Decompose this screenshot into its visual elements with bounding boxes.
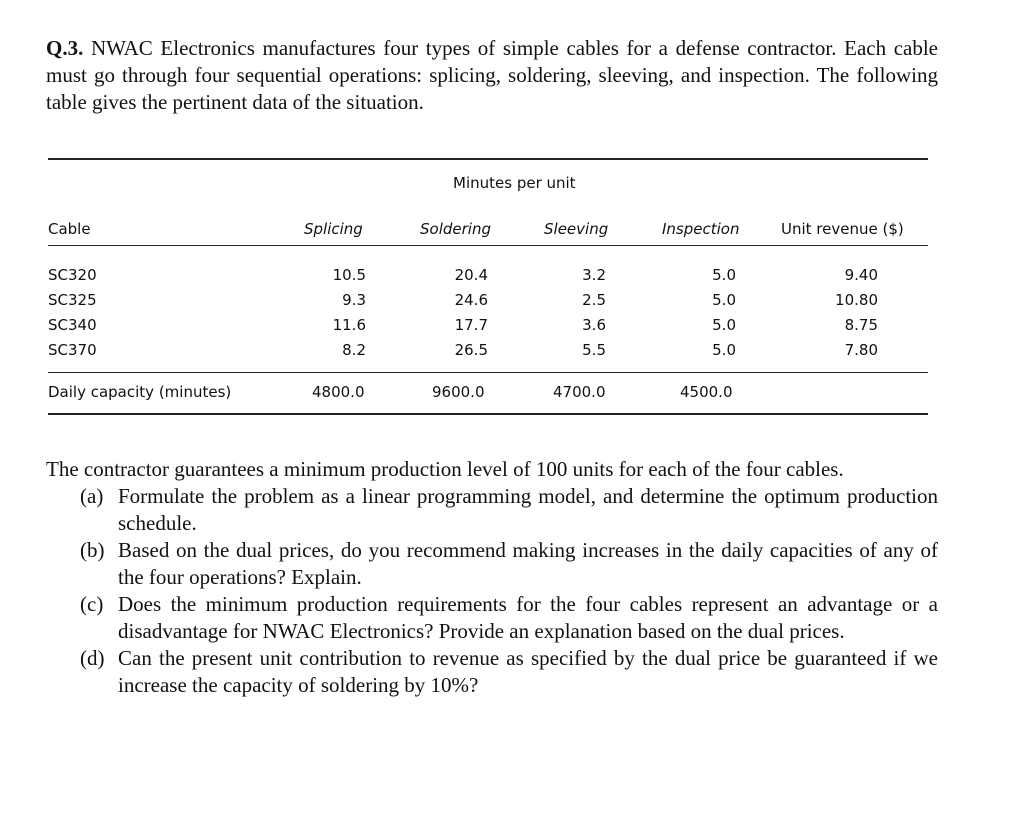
part-a [46,483,938,537]
part-a-label: (a) [80,484,104,508]
row-sc340-revenue: 8.75 [844,316,878,334]
minutes-per-unit-header: Minutes per unit [453,174,576,192]
part-c-text: Does the minimum production requirements for the four cables represent an advantage or a disadvantage for NWAC Electronics? Provide an explanation based on the dual prices. [118,592,938,643]
col-header-cable: Cable [48,220,91,238]
row-sc325-revenue: 10.80 [835,291,878,309]
part-a-text: Formulate the problem as a linear programming model, and determine the optimum production schedule. [118,484,938,535]
col-header-sleeving: Sleeving [544,220,609,238]
row-sc320-cable: SC320 [48,266,97,284]
row-sc325-inspection: 5.0 [712,291,736,309]
row-sc340-splicing: 11.6 [332,316,366,334]
question-number: Q.3. [46,36,84,60]
row-sc340-sleeving: 3.6 [582,316,606,334]
part-c-label: (c) [80,592,104,616]
data-table [48,158,928,418]
row-sc370-inspection: 5.0 [712,341,736,359]
col-header-soldering: Soldering [420,220,491,238]
row-sc320-splicing: 10.5 [332,266,366,284]
row-sc325-soldering: 24.6 [454,291,488,309]
capacity-soldering: 9600.0 [432,383,485,401]
table-bottom-rule [48,413,928,415]
row-sc370-cable: SC370 [48,341,97,359]
capacity-sleeving: 4700.0 [553,383,606,401]
question-intro [46,35,938,116]
guarantee-text: The contractor guarantees a minimum production level of 100 units for each of the four cables. [46,457,844,481]
row-sc370-sleeving: 5.5 [582,341,606,359]
row-sc340-inspection: 5.0 [712,316,736,334]
question-intro-text: NWAC Electronics manufactures four types of simple cables for a defense contractor. Each cable must go through four sequential operations: splicing, soldering, sleeving, and inspection. The following table gives the pertinent data of the situation. [46,36,939,114]
row-sc325-sleeving: 2.5 [582,291,606,309]
row-sc370-revenue: 7.80 [844,341,878,359]
part-d [46,645,938,699]
row-sc325-splicing: 9.3 [342,291,366,309]
question-parts [46,456,938,699]
part-d-text: Can the present unit contribution to revenue as specified by the dual price be guaranteed if we increase the capacity of soldering by 10%? [118,646,938,697]
capacity-inspection: 4500.0 [680,383,733,401]
table-top-rule [48,158,928,160]
part-b [46,537,938,591]
row-sc340-soldering: 17.7 [454,316,488,334]
col-header-inspection: Inspection [662,220,740,238]
row-sc340-cable: SC340 [48,316,97,334]
row-sc320-revenue: 9.40 [844,266,878,284]
col-header-splicing: Splicing [304,220,363,238]
row-sc325-cable: SC325 [48,291,97,309]
row-sc320-sleeving: 3.2 [582,266,606,284]
col-header-unit-revenue: Unit revenue ($) [781,220,904,238]
part-c [46,591,938,645]
table-capacity-rule [48,372,928,373]
row-sc320-soldering: 20.4 [454,266,488,284]
capacity-splicing: 4800.0 [312,383,365,401]
part-d-label: (d) [80,646,105,670]
row-sc370-splicing: 8.2 [342,341,366,359]
row-sc320-inspection: 5.0 [712,266,736,284]
row-sc370-soldering: 26.5 [454,341,488,359]
part-b-label: (b) [80,538,105,562]
table-header-rule [48,245,928,246]
part-b-text: Based on the dual prices, do you recommend making increases in the daily capacities of any of the four operations? Explain. [118,538,938,589]
capacity-label: Daily capacity (minutes) [48,383,232,401]
